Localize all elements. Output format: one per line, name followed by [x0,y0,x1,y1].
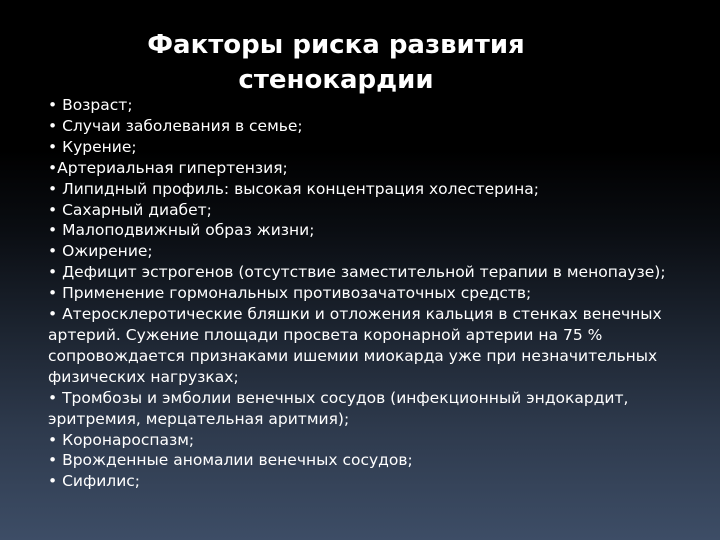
list-item-hormonal-contraceptives: • Применение гормональных противозачаточных средств; [48,284,532,303]
list-item-age: • Возраст; [48,96,133,114]
list-item-atherosclerotic-plaques: • Атеросклеротические бляшки и отложения кальция в стенках венечных артерий. Сужение площади просвета коронарной артерии на 75 % сопровождается признаками ишемии миокарда уже при незначительных физических нагрузках; [48,305,662,386]
list-item-diabetes: • Сахарный диабет; [48,200,212,219]
list-item-hypertension: •Артериальная гипертензия; [48,158,288,177]
list-item-sedentary-lifestyle: • Малоподвижный образ жизни; [48,221,315,240]
list-item-smoking: • Курение; [48,137,137,156]
list-item-thrombosis-embolism: • Тромбозы и эмболии венечных сосудов (инфекционный эндокардит, эритремия, мерцательная аритмия); [48,388,629,428]
slide-title-line-2: стенокардии [238,65,434,95]
list-item-coronary-spasm: • Коронароспазм; [48,430,195,449]
slide-title [100,28,572,98]
list-item-syphilis: • Сифилис; [48,472,141,491]
list-item-congenital-anomalies: • Врожденные аномалии венечных сосудов; [48,451,413,470]
risk-factors-list [48,95,688,492]
slide-title-line-1: Факторы риска развития [147,30,525,60]
list-item-lipid-profile: • Липидный профиль: высокая концентрация холестерина; [48,179,539,198]
list-item-obesity: • Ожирение; [48,242,153,261]
list-item-family-history: • Случаи заболевания в семье; [48,116,303,135]
list-item-estrogen-deficiency: • Дефицит эстрогенов (отсутствие заместительной терапии в менопаузе); [48,263,666,282]
